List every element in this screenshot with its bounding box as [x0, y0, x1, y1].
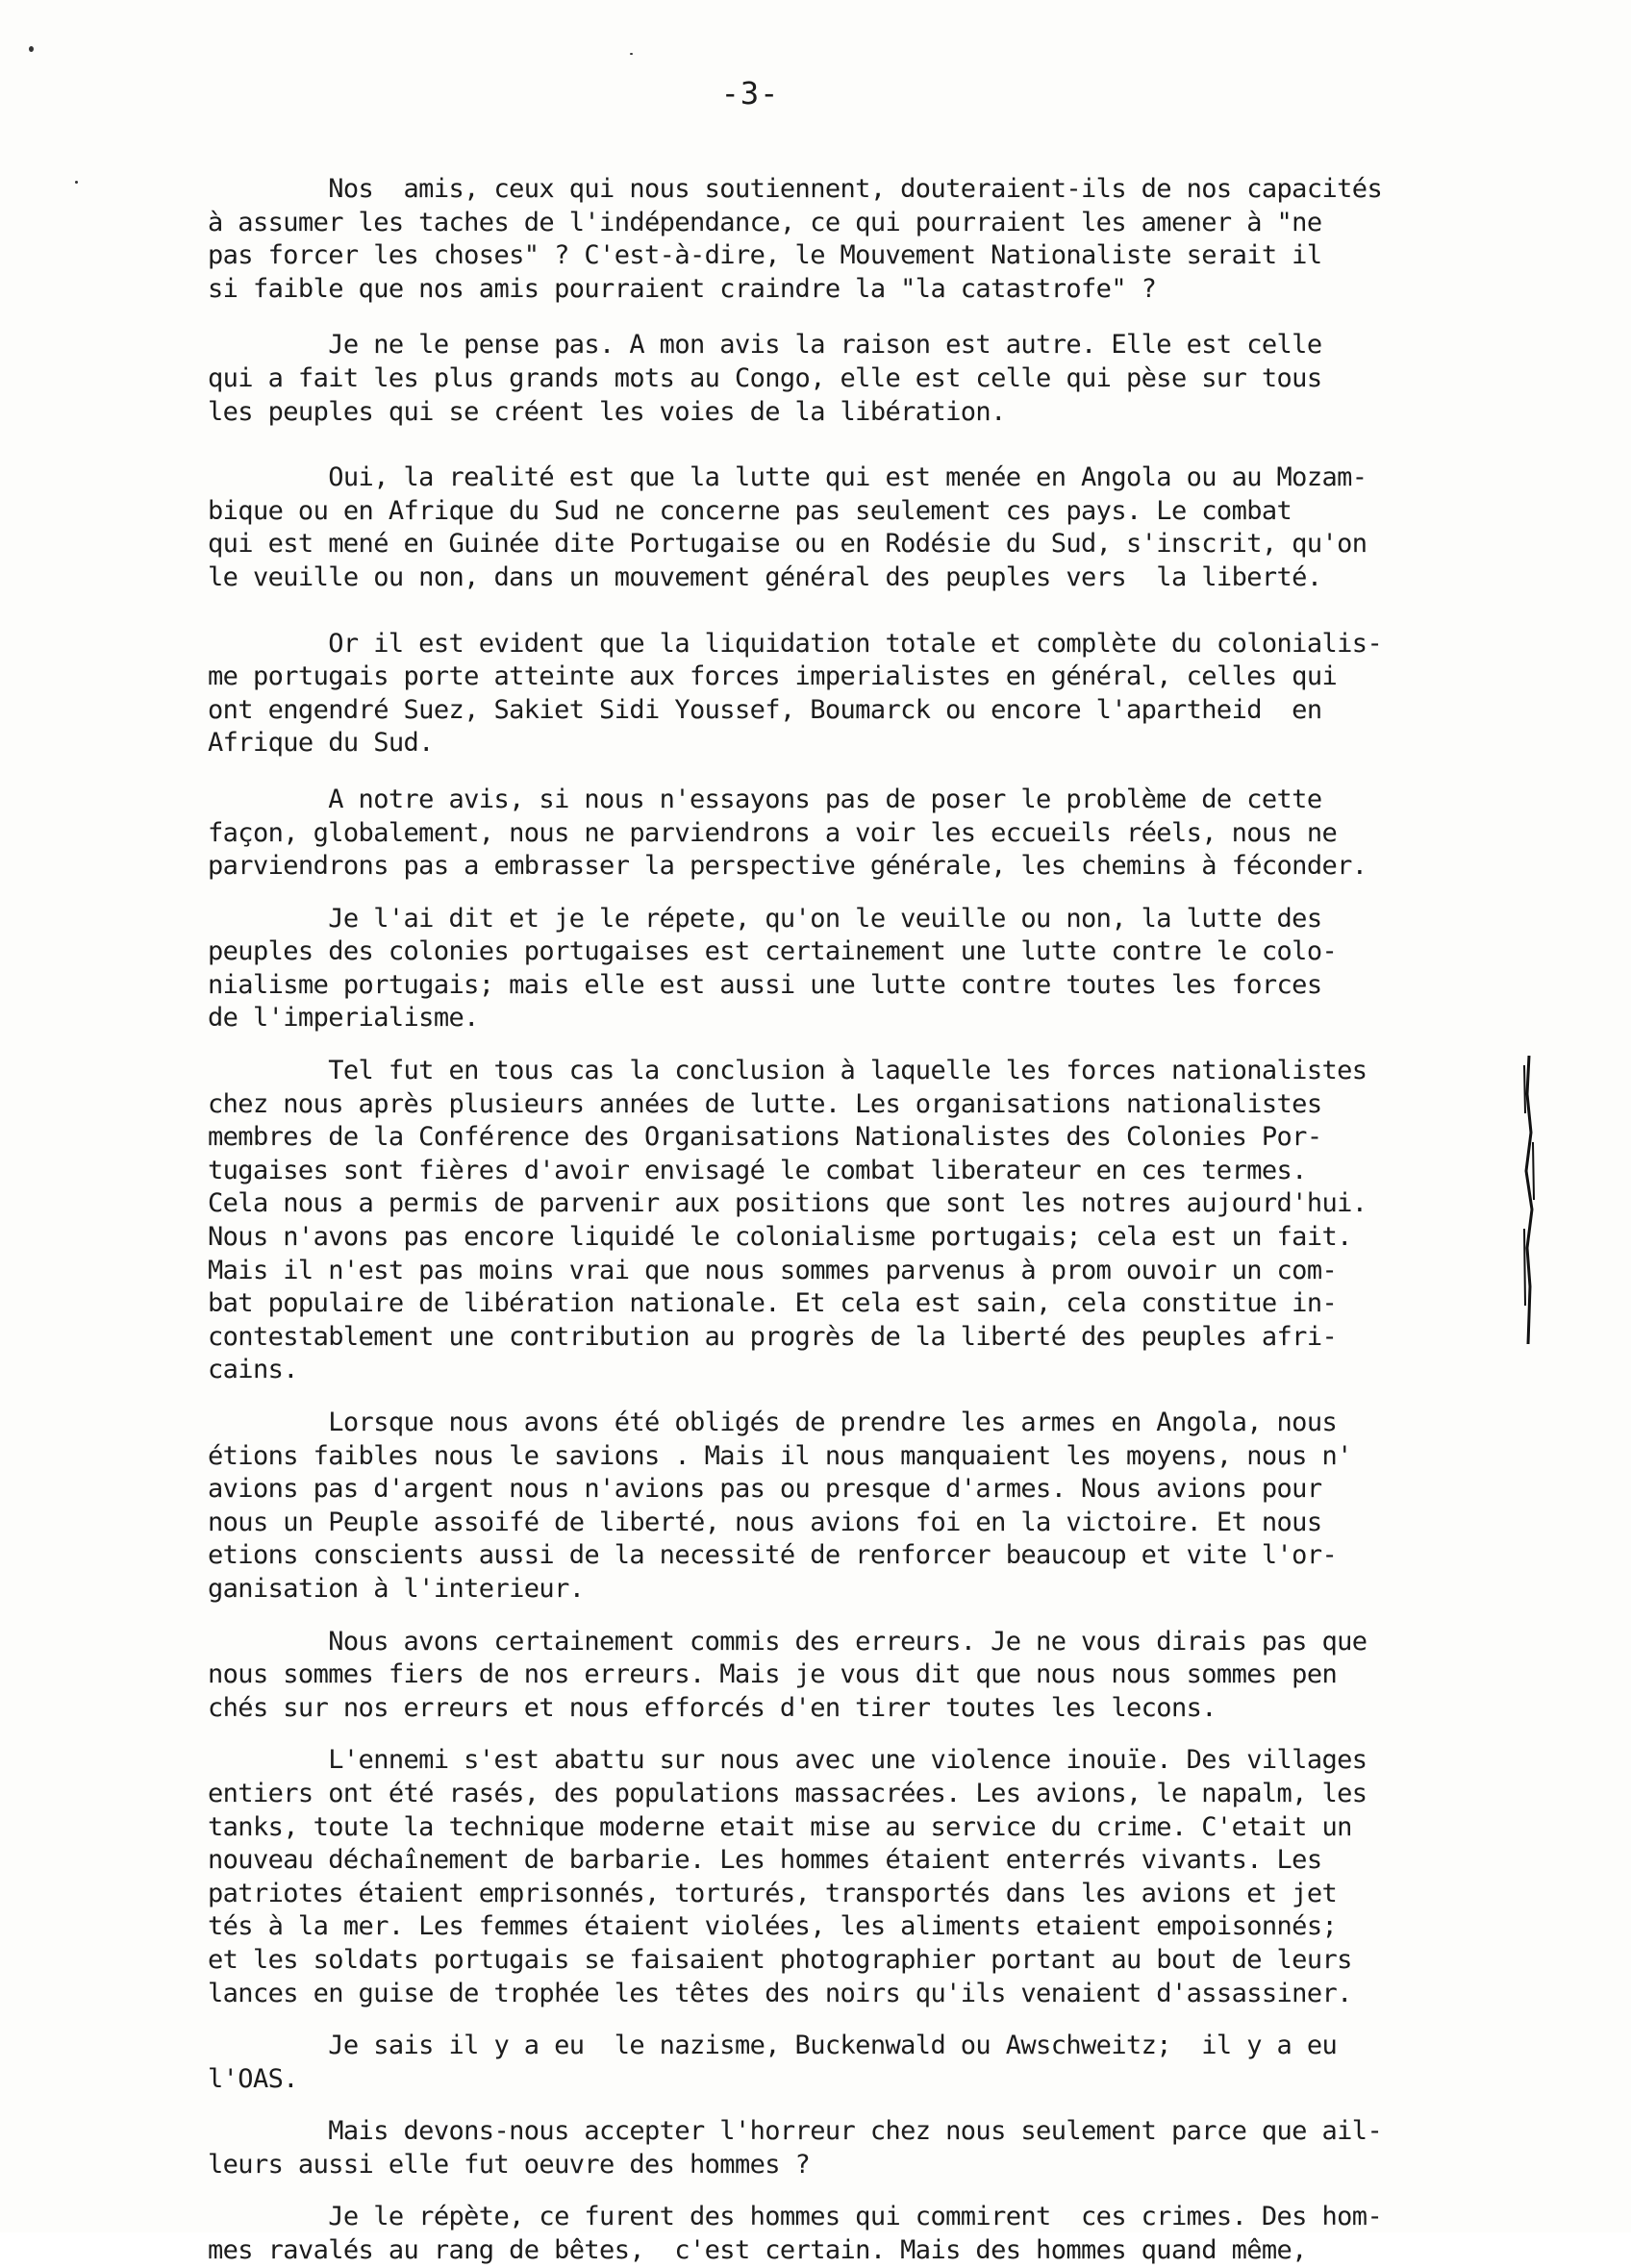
text-line: etions conscients aussi de la necessité de renforcer beaucoup et vite l'or-: [208, 1540, 1338, 1571]
text-line: bique ou en Afrique du Sud ne concerne pas seulement ces pays. Le combat: [208, 495, 1292, 526]
text-line: qui a fait les plus grands mots au Congo, elle est celle qui pèse sur tous: [208, 362, 1322, 393]
paragraph: [208, 1744, 1496, 2010]
text-line: Tel fut en tous cas la conclusion à laquelle les forces nationalistes: [208, 1056, 1368, 1086]
text-line: L'ennemi s'est abattu sur nous avec une violence inouïe. Des villages: [208, 1745, 1368, 1776]
text-line: Nous n'avons pas encore liquidé le colonialisme portugais; cela est un fait.: [208, 1222, 1352, 1253]
text-line: de l'imperialisme.: [208, 1003, 479, 1034]
text-line: Je le répète, ce furent des hommes qui commirent ces crimes. Des hom-: [208, 2202, 1383, 2232]
text-line: avions pas d'argent nous n'avions pas ou presque d'armes. Nous avions pour: [208, 1474, 1322, 1505]
text-line: ont engendré Suez, Sakiet Sidi Youssef, Boumarck ou encore l'apartheid en: [208, 694, 1322, 725]
text-line: tugaises sont fières d'avoir envisagé le combat liberateur en ces termes.: [208, 1155, 1307, 1185]
text-line: Mais il n'est pas moins vrai que nous sommes parvenus à prom ouvoir un com-: [208, 1255, 1338, 1285]
paragraph: [208, 1407, 1496, 1607]
scan-speck: [29, 46, 34, 52]
text-line: me portugais porte atteinte aux forces imperialistes en général, celles qui: [208, 661, 1338, 692]
text-line: chés sur nos erreurs et nous efforcés d'en tirer toutes les lecons.: [208, 1692, 1217, 1723]
text-line: Mais devons-nous accepter l'horreur chez nous seulement parce que ail-: [208, 2116, 1383, 2147]
text-line: ganisation à l'interieur.: [208, 1573, 585, 1604]
text-line: nous sommes fiers de nos erreurs. Mais je vous dit que nous nous sommes pen: [208, 1659, 1338, 1690]
paragraph: [208, 173, 1496, 306]
scan-speck: [630, 53, 633, 55]
text-line: à assumer les taches de l'indépendance, ce qui pourraient les amener à "ne: [208, 207, 1322, 237]
text-line: l'OAS.: [208, 2063, 298, 2094]
text-line: contestablement une contribution au progrès de la liberté des peuples afri-: [208, 1321, 1338, 1352]
text-line: Nous avons certainement commis des erreurs. Je ne vous dirais pas que: [208, 1626, 1368, 1657]
text-line: Je sais il y a eu le nazisme, Buckenwald ou Awschweitz; il y a eu: [208, 2031, 1338, 2061]
text-line: le veuille ou non, dans un mouvement général des peuples vers la liberté.: [208, 561, 1322, 592]
text-line: mes ravalés au rang de bêtes, c'est certain. Mais des hommes quand même,: [208, 2235, 1307, 2266]
scan-speck: [75, 181, 78, 184]
text-line: et les soldats portugais se faisaient photographier portant au bout de leurs: [208, 1944, 1352, 1975]
paragraph: [208, 628, 1496, 760]
margin-ink-mark: [1521, 1056, 1537, 1344]
paragraph: [208, 2201, 1496, 2267]
paragraph: [208, 1055, 1496, 1387]
text-line: bat populaire de libération nationale. Et cela est sain, cela constitue in-: [208, 1288, 1338, 1319]
text-line: étions faibles nous le savions . Mais il nous manquaient les moyens, nous n': [208, 1440, 1352, 1471]
body-text: [208, 173, 1496, 2268]
text-line: membres de la Conférence des Organisations Nationalistes des Colonies Por-: [208, 1122, 1322, 1153]
text-line: les peuples qui se créent les voies de la libération.: [208, 396, 1006, 427]
text-line: cains.: [208, 1355, 298, 1385]
text-line: Nos amis, ceux qui nous soutiennent, douteraient-ils de nos capacités: [208, 174, 1383, 204]
text-line: chez nous après plusieurs années de lutte. Les organisations nationalistes: [208, 1088, 1322, 1119]
page-number: -3-: [720, 75, 780, 112]
text-line: lances en guise de trophée les têtes des noirs qu'ils venaient d'assassiner.: [208, 1978, 1352, 2008]
text-line: leurs aussi elle fut oeuvre des hommes ?: [208, 2149, 811, 2180]
text-line: entiers ont été rasés, des populations massacrées. Les avions, le napalm, les: [208, 1778, 1368, 1808]
text-line: si faible que nos amis pourraient craindre la "la catastrofe" ?: [208, 273, 1157, 304]
text-line: patriotes étaient emprisonnés, torturés, transportés dans les avions et jet: [208, 1878, 1338, 1908]
text-line: qui est mené en Guinée dite Portugaise ou en Rodésie du Sud, s'inscrit, qu'on: [208, 529, 1368, 560]
text-line: peuples des colonies portugaises est certainement une lutte contre le colo-: [208, 936, 1338, 967]
text-line: A notre avis, si nous n'essayons pas de poser le problème de cette: [208, 784, 1322, 814]
paragraph: [208, 784, 1496, 884]
text-line: façon, globalement, nous ne parviendrons a voir les eccueils réels, nous ne: [208, 817, 1338, 848]
text-line: Oui, la realité est que la lutte qui est menée en Angola ou au Mozam-: [208, 462, 1368, 493]
text-line: nialisme portugais; mais elle est aussi une lutte contre toutes les forces: [208, 969, 1322, 1000]
text-line: nous un Peuple assoifé de liberté, nous avions foi en la victoire. Et nous: [208, 1507, 1322, 1537]
text-line: tés à la mer. Les femmes étaient violées, les aliments etaient empoisonnés;: [208, 1911, 1338, 1942]
paragraph: [208, 329, 1496, 429]
text-line: Je ne le pense pas. A mon avis la raison est autre. Elle est celle: [208, 330, 1322, 361]
paragraph: [208, 1626, 1496, 1726]
paragraph: [208, 2030, 1496, 2096]
text-line: Cela nous a permis de parvenir aux positions que sont les notres aujourd'hui.: [208, 1188, 1368, 1219]
text-line: pas forcer les choses" ? C'est-à-dire, le Mouvement Nationaliste serait il: [208, 240, 1322, 271]
text-line: tanks, toute la technique moderne etait mise au service du crime. C'etait un: [208, 1811, 1352, 1842]
text-line: Lorsque nous avons été obligés de prendre les armes en Angola, nous: [208, 1408, 1338, 1437]
text-line: nouveau déchaînement de barbarie. Les hommes étaient enterrés vivants. Les: [208, 1845, 1322, 1876]
paragraph: [208, 903, 1496, 1035]
paragraph: [208, 2115, 1496, 2181]
text-line: parviendrons pas a embrasser la perspective générale, les chemins à féconder.: [208, 851, 1368, 882]
text-line: Or il est evident que la liquidation totale et complète du colonialis-: [208, 628, 1383, 659]
paragraph: [208, 461, 1496, 594]
text-line: Afrique du Sud.: [208, 728, 434, 759]
text-line: Je l'ai dit et je le répete, qu'on le veuille ou non, la lutte des: [208, 903, 1322, 934]
